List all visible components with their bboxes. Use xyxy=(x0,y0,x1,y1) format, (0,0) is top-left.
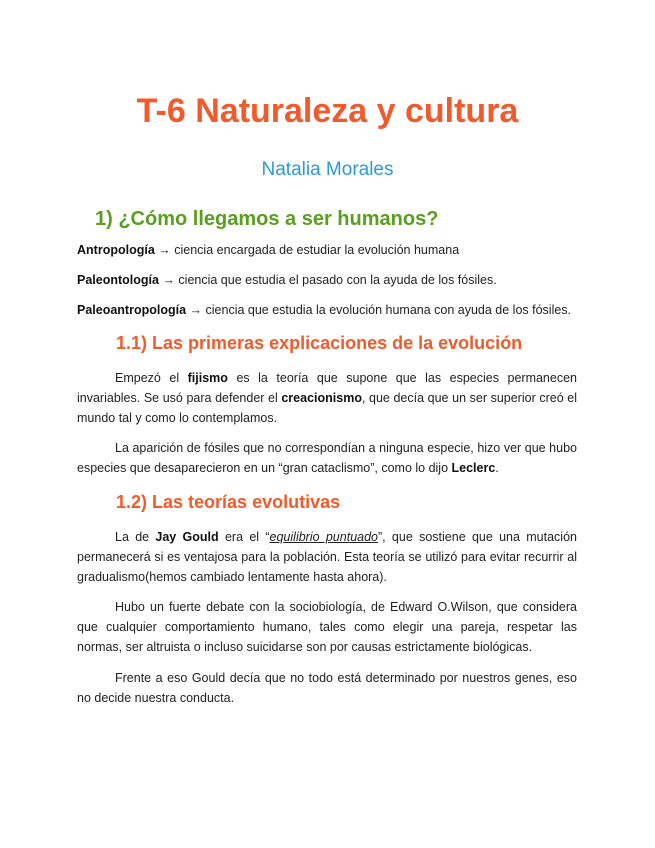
term-fijismo: fijismo xyxy=(187,371,228,385)
term-jay-gould: Jay Gould xyxy=(155,530,219,544)
definition-text: ciencia que estudia la evolución humana con ayuda de los fósiles. xyxy=(205,303,572,317)
text-run: ”, que sostiene que una mutación permanecerá si es ventajosa para la población. Esta teoría se utilizó para evitar recurrir al gradualismo(hemos cambiado lentamente hasta ahora). xyxy=(77,530,577,584)
term-leclerc: Leclerc xyxy=(451,461,496,475)
paragraph-sociobiologia: Hubo un fuerte debate con la sociobiología, de Edward O.Wilson, que considera que cualquier comportamiento humano, tales como elegir una pareja, respetar las normas, ser altruista o incluso suicidarse son por causas estrictamente biológicas. xyxy=(77,600,577,654)
definition-paleoantropologia xyxy=(77,302,571,318)
definition-term: Paleontología xyxy=(77,273,159,287)
section-heading-1-1: 1.1) Las primeras explicaciones de la evolución xyxy=(116,333,523,353)
term-equilibrio-puntuado: equilibrio puntuado xyxy=(269,530,378,544)
paragraph-genes: Frente a eso Gould decía que no todo está determinado por nuestros genes, eso no decide nuestra conducta. xyxy=(77,671,577,705)
definition-paleontologia xyxy=(77,272,497,288)
text-run: era el “ xyxy=(218,530,270,544)
text-run: Empezó el xyxy=(115,371,188,385)
text-run: es la teoría que supone que las especies permanecen invariables. Se usó para defender el xyxy=(77,371,577,405)
section-heading-1-2: 1.2) Las teorías evolutivas xyxy=(116,492,341,512)
paragraph-jay-gould xyxy=(77,527,577,587)
definition-term: Antropología xyxy=(77,243,155,257)
arrow-glyph: → xyxy=(162,273,175,287)
paragraph-fosiles xyxy=(77,438,577,478)
definition-term: Paleoantropología xyxy=(77,303,187,317)
author-name: Natalia Morales xyxy=(261,159,394,180)
text-run: , que decía que un ser superior creó el mundo tal y como lo contemplamos. xyxy=(77,391,577,425)
arrow-glyph: → xyxy=(189,303,203,317)
text-run: La de xyxy=(115,530,156,544)
definition-text: ciencia que estudia el pasado con la ayuda de los fósiles. xyxy=(178,273,497,287)
term-creacionismo: creacionismo xyxy=(281,391,362,405)
definition-text: ciencia encargada de estudiar la evolución humana xyxy=(174,243,460,257)
text-run: La aparición de fósiles que no correspondían a ninguna especie, hizo ver que hubo especies que desaparecieron en un “gran cataclismo”, como lo dijo xyxy=(77,441,577,475)
definition-antropologia xyxy=(77,242,459,258)
section-heading-1: 1) ¿Cómo llegamos a ser humanos? xyxy=(95,208,439,230)
document-title: T-6 Naturaleza y cultura xyxy=(136,92,519,130)
text-run: . xyxy=(495,461,499,475)
arrow-glyph: → xyxy=(158,243,171,257)
paragraph-fijismo xyxy=(77,368,577,428)
